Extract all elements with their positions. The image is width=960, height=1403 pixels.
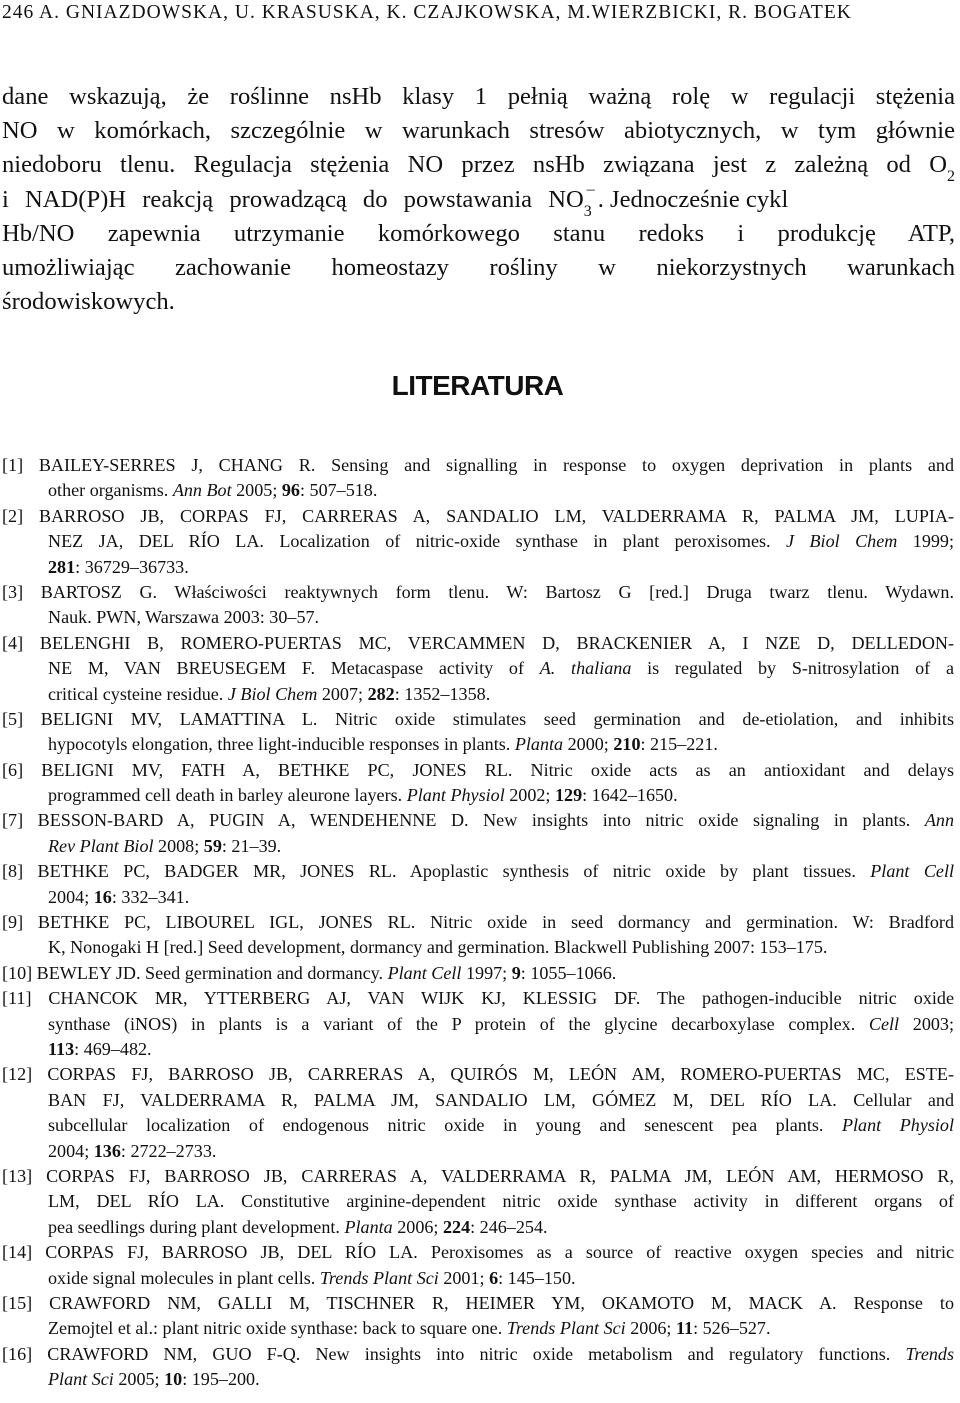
reference-line [2,631,954,656]
reference-text [2,1164,954,1240]
reference-segment: 2003; [899,1013,954,1034]
reference-segment: : 21–39. [221,835,282,856]
reference-segment: LM, DEL RÍO LA. Constitutive arginine-dependent nitric oxide synthase activity in different organs of [48,1191,954,1212]
reference-segment: CRAWFORD NM, GALLI M, TISCHNER R, HEIMER YM, OKAMOTO M, MACK A. Response to [49,1292,954,1313]
reference-segment: Nauk. PWN, Warszawa 2003: 30–57. [48,607,320,628]
body-line: umożliwiając zachowanie homeostazy rośliny w niekorzystnych warunkach [2,253,955,281]
reference-segment: : 195–200. [182,1369,260,1390]
body-line: Hb/NO zapewnia utrzymanie komórkowego stanu redoks i produkcję ATP, [2,219,955,247]
reference-line [2,1240,954,1265]
volume-number: 281 [48,556,76,577]
reference-segment: 2000; [563,734,614,755]
reference-segment: CORPAS FJ, BARROSO JB, DEL RÍO LA. Peroxisomes as a source of reactive oxygen species and nitric [45,1242,954,1263]
reference-segment: subcellular localization of endogenous nitric oxide in young and senescent pea plants. [48,1115,842,1136]
reference-segment: BARROSO JB, CORPAS FJ, CARRERAS A, SANDALIO LM, VALDERRAMA R, PALMA JM, LUPIA- [39,505,954,526]
reference-segment: BETHKE PC, LIBOUREL IGL, JONES RL. Nitric oxide in seed dormancy and germination. W: Bradford [37,912,954,933]
reference-text [2,961,954,986]
reference-item [2,859,954,910]
reference-number: [11] [2,988,49,1009]
reference-line [2,1139,954,1164]
volume-number: 210 [613,734,641,755]
reference-segment: K, Nonogaki H [red.] Seed development, dormancy and germination. Blackwell Publishing 2007: 153–175. [48,937,828,958]
journal-name: Planta [514,734,564,755]
reference-segment: NEZ JA, DEL RÍO LA. Localization of nitric-oxide synthase in plant peroxisomes. [48,531,787,552]
reference-number: [7] [2,810,38,831]
reference-text [2,453,954,504]
reference-line [2,758,954,783]
reference-line [2,859,954,884]
reference-number: [8] [2,861,38,882]
reference-number: [1] [2,455,39,475]
reference-text [2,910,954,961]
reference-line [2,834,954,859]
reference-item [2,961,954,986]
journal-name: Trends Plant Sci [506,1318,626,1339]
volume-number: 136 [93,1140,121,1161]
reference-list [2,453,954,1392]
journal-name: Plant Cell [870,861,954,882]
reference-line [2,555,954,580]
body-line [2,180,955,220]
reference-line [2,1291,954,1316]
journal-name: Cell [868,1013,900,1034]
reference-line [2,478,954,503]
journal-name: Ann [924,810,954,831]
reference-segment: 2007; [317,683,368,704]
reference-segment: : 215–221. [640,734,718,755]
reference-segment: oxide signal molecules in plant cells. [48,1267,320,1288]
reference-number: [3] [2,581,41,602]
reference-line [2,1037,954,1062]
reference-text [2,1240,954,1291]
body-line-text: niedoboru tlenu. Regulacja stężenia NO przez nsHb związana jest z zależną od O [2,151,947,179]
reference-text [2,986,954,1062]
reference-number: [2] [2,505,40,526]
reference-segment: hypocotyls elongation, three light-inducible responses in plants. [48,734,515,755]
superscript: – [586,180,595,198]
reference-segment: other organisms. [48,480,173,501]
reference-item [2,758,954,809]
reference-segment: 2008; [153,835,204,856]
reference-number: [14] [2,1242,46,1263]
reference-segment: 2004; [48,1140,94,1161]
reference-item [2,808,954,859]
journal-name: Rev Plant Biol [48,835,154,856]
reference-segment: programmed cell death in barley aleurone layers. [48,785,407,806]
reference-segment: BELIGNI MV, FATH A, BETHKE PC, JONES RL. Nitric oxide acts as an antioxidant and delays [41,759,954,780]
reference-line [2,986,954,1011]
reference-item [2,1342,954,1393]
reference-segment: BAILEY-SERRES J, CHANG R. Sensing and signalling in response to oxygen deprivation in plants and [38,455,954,475]
reference-line [2,935,954,960]
volume-number: 224 [442,1216,471,1237]
reference-text [2,859,954,910]
journal-name: Plant Cell [387,962,462,983]
reference-text [2,707,954,758]
reference-line [2,1266,954,1291]
reference-segment: CHANCOK MR, YTTERBERG AJ, VAN WIJK KJ, KLESSIG DF. The pathogen-inducible nitric oxide [48,988,954,1009]
reference-line [2,1367,954,1392]
reference-text [2,504,954,580]
reference-line [2,732,954,757]
journal-name: Trends Plant Sci [319,1267,439,1288]
reference-segment: is regulated by S-nitrosylation of a [631,658,954,679]
reference-segment: : 526–527. [693,1318,771,1339]
journal-name: Plant Physiol [406,785,505,806]
reference-text [2,1062,954,1164]
reference-line [2,682,954,707]
volume-number: 59 [203,835,222,856]
body-line [2,148,955,186]
volume-number: 113 [48,1038,75,1059]
reference-segment: BESSON-BARD A, PUGIN A, WENDEHENNE D. New insights into nitric oxide signaling in plants. [37,810,925,831]
reference-line [2,504,954,529]
reference-segment: 2005; [113,1369,165,1390]
journal-name: J Biol Chem [786,531,898,552]
reference-segment: CORPAS FJ, BARROSO JB, CARRERAS A, VALDERRAMA R, PALMA JM, LEÓN AM, HERMOSO R, [46,1165,954,1186]
reference-line [2,1088,954,1113]
journal-name: A. thaliana [539,658,632,679]
reference-item [2,1291,954,1342]
reference-item [2,453,954,504]
volume-number: 16 [93,886,112,907]
reference-segment: 2006; [625,1318,676,1339]
reference-segment: NE M, VAN BREUSEGEM F. Metacaspase activity of [48,658,540,679]
reference-segment: 2004; [48,886,94,907]
journal-name: J Biol Chem [227,683,318,704]
reference-text [2,1342,954,1393]
reference-item [2,1164,954,1240]
reference-number: [13] [2,1165,47,1186]
journal-name: Ann Bot [172,480,232,501]
reference-line [2,1113,954,1138]
body-line-text: . Jednocześnie cykl [597,185,789,213]
journal-name: Trends [905,1343,954,1364]
body-paragraph [2,80,955,319]
reference-number: [15] [2,1292,50,1313]
reference-segment: : 1642–1650. [582,785,678,806]
reference-line [2,1164,954,1189]
reference-segment: BARTOSZ G. Właściwości reaktywnych form tlenu. W: Bartosz G [red.] Druga twarz tlenu. Wydawn. [40,581,954,602]
body-line-text: i NAD(P)H reakcją prowadzącą do powstawania NO [2,185,584,213]
reference-line [2,1012,954,1037]
reference-number: [9] [2,912,38,933]
reference-segment: : 145–150. [498,1267,576,1288]
reference-segment: Zemojtel et al.: plant nitric oxide synthase: back to square one. [48,1318,507,1339]
reference-line [2,529,954,554]
reference-text [2,808,954,859]
subscript-superscript [583,180,598,220]
subscript: 3 [583,202,592,220]
reference-segment: : 507–518. [299,480,378,501]
reference-segment: CRAWFORD NM, GUO F-Q. New insights into nitric oxide metabolism and regulatory functions. [47,1343,906,1364]
reference-text [2,1291,954,1342]
reference-item [2,504,954,580]
reference-line [2,910,954,935]
reference-item [2,910,954,961]
reference-item [2,631,954,707]
reference-segment: 2005; [231,480,282,501]
reference-segment: critical cysteine residue. [48,683,228,704]
reference-line [2,1215,954,1240]
reference-line [2,656,954,681]
journal-name: Plant Sci [48,1369,114,1390]
reference-segment: synthase (iNOS) in plants is a variant of the P protein of the glycine decarboxylase complex. [48,1013,869,1034]
reference-segment: 2001; [438,1267,490,1288]
reference-number: [4] [2,632,40,653]
journal-name: Plant Physiol [841,1115,954,1136]
reference-number: [16] [2,1343,48,1364]
journal-name: Planta [344,1216,393,1237]
subscript: 2 [947,168,955,186]
reference-segment: 1997; [461,962,512,983]
volume-number: 9 [511,962,521,983]
reference-item [2,1062,954,1164]
reference-number: [5] [2,708,41,729]
reference-segment: CORPAS FJ, BARROSO JB, CARRERAS A, QUIRÓS M, LEÓN AM, ROMERO-PUERTAS MC, ESTE- [47,1064,954,1085]
reference-segment: : 1352–1358. [394,683,491,704]
reference-line [2,1316,954,1341]
reference-segment: 1999; [897,531,954,552]
volume-number: 6 [489,1267,499,1288]
reference-segment: BAN FJ, VALDERRAMA R, PALMA JM, SANDALIO LM, GÓMEZ M, DEL RÍO LA. Cellular and [48,1089,954,1110]
reference-item [2,707,954,758]
reference-number: [10] [2,962,37,983]
reference-segment: : 246–254. [470,1216,548,1237]
reference-segment: 2006; [392,1216,443,1237]
reference-segment: : 332–341. [111,886,190,907]
reference-line [2,580,954,605]
reference-line [2,707,954,732]
volume-number: 129 [554,785,583,806]
reference-segment: : 36729–36733. [75,556,189,577]
running-head: 246 A. GNIAZDOWSKA, U. KRASUSKA, K. CZAJKOWSKA, M.WIERZBICKI, R. BOGATEK [2,2,852,23]
reference-line [2,605,954,630]
reference-segment: BELIGNI MV, LAMATTINA L. Nitric oxide stimulates seed germination and de-etiolation, and inhibits [40,708,954,729]
volume-number: 282 [367,683,395,704]
reference-line [2,453,954,478]
reference-text [2,758,954,809]
reference-item [2,1240,954,1291]
reference-segment: 2002; [504,785,555,806]
reference-line [2,961,954,986]
reference-segment: BETHKE PC, BADGER MR, JONES RL. Apoplastic synthesis of nitric oxide by plant tissues. [37,861,871,882]
body-line: dane wskazują, że roślinne nsHb klasy 1 pełnią ważną rolę w regulacji stężenia [2,83,955,110]
reference-segment: BELENGHI B, ROMERO-PUERTAS MC, VERCAMMEN D, BRACKENIER A, I NZE D, DELLEDON- [39,632,954,653]
reference-segment: : 2722–2733. [120,1140,217,1161]
reference-line [2,1342,954,1367]
body-line: NO w komórkach, szczególnie w warunkach stresów abiotycznych, w tym głównie [2,117,955,145]
reference-line [2,885,954,910]
reference-line [2,1062,954,1087]
reference-segment: : 469–482. [74,1038,152,1059]
reference-line [2,783,954,808]
reference-item [2,580,954,631]
body-line: środowiskowych. [2,288,175,316]
reference-item [2,986,954,1062]
reference-line [2,808,954,833]
reference-segment: pea seedlings during plant development. [48,1216,345,1237]
section-heading: LITERATURA [391,370,564,401]
reference-number: [12] [2,1064,48,1085]
reference-number: [6] [2,759,42,780]
reference-text [2,631,954,707]
reference-segment: : 1055–1066. [520,962,617,983]
reference-line [2,1189,954,1214]
reference-segment: BEWLEY JD. Seed germination and dormancy. [36,962,388,983]
volume-number: 10 [164,1369,183,1390]
reference-text [2,580,954,631]
volume-number: 11 [675,1318,694,1339]
volume-number: 96 [281,480,300,501]
